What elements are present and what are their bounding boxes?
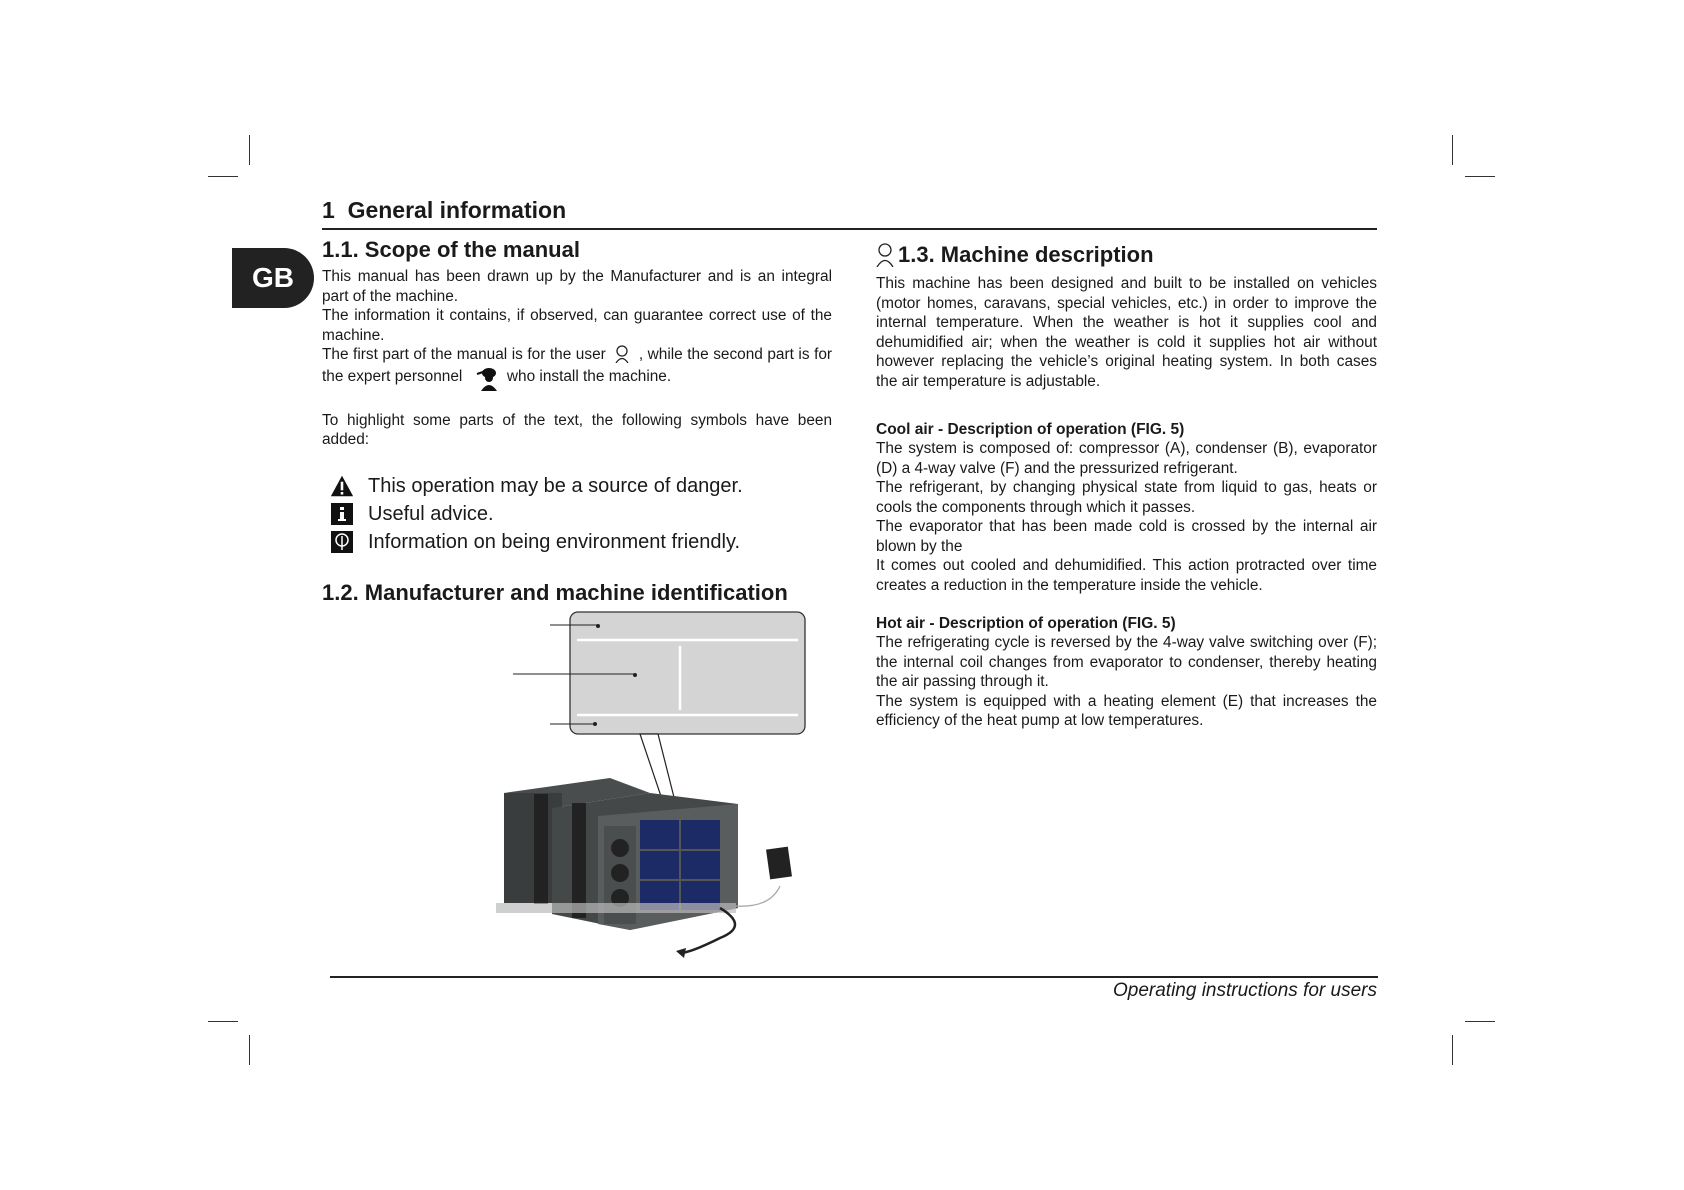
cool-air-p4: It comes out cooled and dehumidified. This action protracted over time creates a reduction in the temperature inside the vehicle. (876, 557, 1377, 594)
hot-air-p2: The system is equipped with a heating element (E) that increases the efficiency of the heat pump at low temperatures. (876, 692, 1377, 729)
cool-air-title: Cool air - Description of operation (FIG. 5) (876, 421, 1185, 438)
symbol-row-advice (330, 502, 494, 526)
identification-plate-figure (480, 608, 840, 963)
section-1-3-heading (876, 242, 1377, 268)
warning-triangle-icon (330, 474, 354, 498)
footer-text: Operating instructions for users (1112, 980, 1377, 1001)
language-tab (232, 248, 314, 308)
section-1-1-title: 1.1. Scope of the manual (322, 237, 580, 262)
user-icon (876, 243, 894, 267)
section-1-2-title: 1.2. Manufacturer and machine identification (322, 580, 788, 605)
section-1-1-p4: To highlight some parts of the text, the following symbols have been added: (322, 411, 832, 448)
p3-part-a: The first part of the manual is for the user (322, 346, 606, 363)
air-conditioner-unit (496, 778, 792, 958)
crop-mark (208, 176, 238, 177)
technician-icon (475, 365, 499, 391)
crop-mark (249, 135, 250, 165)
section-1-1-p2: The information it contains, if observed, can guarantee correct use of the machine. (322, 307, 832, 344)
symbol-text: This operation may be a source of danger. (368, 474, 743, 497)
section-1-1-p3 (322, 345, 832, 391)
hot-air-title: Hot air - Description of operation (FIG. 5) (876, 615, 1176, 632)
chapter-number: 1 (322, 197, 335, 223)
section-1-1 (322, 237, 832, 450)
crop-mark (249, 1035, 250, 1065)
chapter-rule (322, 228, 1377, 230)
symbol-text: Useful advice. (368, 502, 494, 525)
hot-air-p1: The refrigerating cycle is reversed by the 4-way valve switching over (F); the internal coil changes from evaporator to condenser, thereby heating the air passing through it. (876, 634, 1377, 690)
symbol-row-environment (330, 530, 740, 554)
p3-part-c: who install the machine. (506, 367, 672, 385)
crop-mark (1452, 135, 1453, 165)
section-1-3 (876, 242, 1377, 731)
user-icon (614, 345, 630, 363)
cool-air-p2: The refrigerant, by changing physical state from liquid to gas, heats or cools the components through which it passes. (876, 479, 1377, 516)
section-1-3-p1: This machine has been designed and built to be installed on vehicles (motor homes, caravans, special vehicles, etc.) in order to improve the internal temperature. When the weather is hot it supplies cool and dehumidified air; when the weather is cold it supplies hot air without however replacing the vehicle’s original heating system. In both cases the air temperature is adjustable. (876, 275, 1377, 390)
crop-mark (1465, 1021, 1495, 1022)
symbol-text: Information on being environment friendly. (368, 530, 741, 553)
crop-mark (1452, 1035, 1453, 1065)
cool-air-p3: The evaporator that has been made cold is crossed by the internal air blown by the (876, 518, 1377, 555)
chapter-title: General information (347, 197, 567, 223)
language-tab-label: GB (252, 262, 294, 293)
cool-air-p1: The system is composed of: compressor (A), condenser (B), evaporator (D) a 4-way valve (F) and the pressurized refrigerant. (876, 440, 1377, 477)
p3-part-b: , while the second part is for the expert personnel (322, 346, 833, 385)
section-1-1-p1: This manual has been drawn up by the Manufacturer and is an integral part of the machine. (322, 268, 832, 305)
crop-mark (1465, 176, 1495, 177)
info-icon (330, 502, 354, 526)
footer-rule (330, 976, 1378, 978)
symbol-row-danger (330, 474, 743, 498)
crop-mark (208, 1021, 238, 1022)
chapter-heading (322, 197, 566, 224)
section-1-3-title: 1.3. Machine description (898, 242, 1154, 267)
environment-icon (330, 530, 354, 554)
